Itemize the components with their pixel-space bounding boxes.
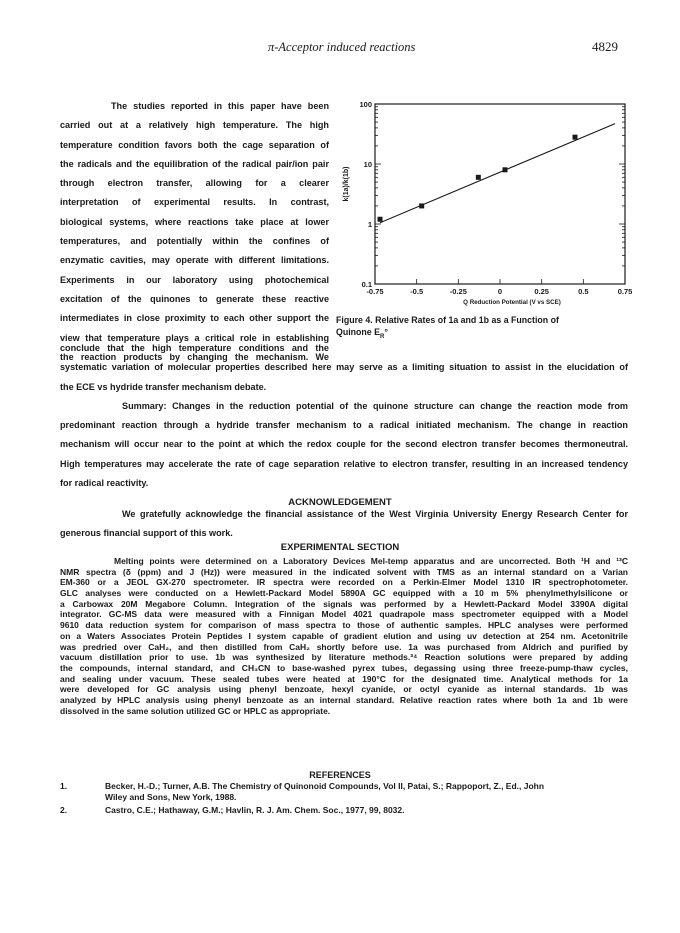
experimental-heading: EXPERIMENTAL SECTION [280, 542, 400, 553]
data-point [573, 135, 578, 140]
text-line: the radicals and the equilibration of the radical pair/ion pair [60, 158, 329, 169]
reference-number: 2. [60, 804, 68, 815]
full-width-text [60, 339, 628, 493]
reference-number: 1. [60, 781, 68, 791]
caption-subscript: R [380, 333, 385, 340]
text-line: generous financial support of this work. [60, 528, 233, 539]
text-line: dissolved in the same solution utilized GC or HPLC as appropriate. [60, 705, 331, 716]
text-line: vacuum distillation prior to use. 1b was synthesized by literature methods.³⁴ Reaction solutions were prepared by adding [60, 652, 628, 663]
text-line: Melting points were determined on a Laboratory Devices Mel-temp apparatus and are uncorrected. Both ¹H and ¹³C [114, 556, 628, 566]
text-line: through electron transfer, allowing for a clearer [60, 178, 329, 189]
text-line: intermediates in close proximity to each other support the [60, 313, 329, 324]
x-tick-label: 0.5 [578, 287, 589, 296]
text-line: EM-360 or a JEOL GX-270 spectrometer. IR spectra were recorded on a Perkin-Elmer Model 1310 IR spectrophotometer. [60, 577, 628, 588]
page-number: 4829 [592, 39, 618, 54]
text-line: NMR spectra (δ (ppm) and J (Hz)) were measured in the indicated solvent with TMS as an internal standard on a Varian [60, 566, 628, 577]
text-line: The studies reported in this paper have been [111, 101, 329, 111]
y-tick-label: 0.1 [361, 280, 372, 289]
data-point [503, 167, 508, 172]
text-line: were developed for GC analysis using phenyl benzoate, hexyl cyanide, or octyl cyanide as internal standards. 1b was [60, 684, 628, 695]
text-line: temperature condition favors both the cage separation of [60, 139, 329, 150]
text-line: the ECE vs hydride transfer mechanism debate. [60, 381, 267, 392]
x-axis-label: Q Reduction Potential (V vs SCE) [463, 299, 561, 306]
text-line: High temperatures may accelerate the rate of cage separation relative to electron transfer, resulting in an increased tendency [60, 458, 628, 469]
x-tick-label: 0 [497, 287, 503, 296]
x-tick-label: -0.5 [410, 287, 424, 296]
reference-text: Becker, H.-D.; Turner, A.B. The Chemistry of Quinonoid Compounds, Vol II, Patai, S.; Rappoport, Z., Ed., John [105, 781, 545, 791]
references-list [60, 781, 628, 817]
y-axis-label: k(1a)/k(1b) [343, 166, 350, 202]
text-line: enzymatic cavities, may operate with different limitations. [60, 255, 329, 266]
text-line: and sealing under vacuum. These sealed tubes were heated at 190°C for the designated time. Analytical methods for 1a [60, 673, 628, 684]
y-tick-label: 100 [359, 100, 372, 109]
figure-caption [336, 314, 626, 343]
text-line: analyzed by HPLC analysis using phenyl benzoate as an internal standard. Relative reaction rates where both 1a and 1b were [60, 694, 628, 705]
running-head [0, 40, 680, 56]
text-line: temperatures, and potentially within the confines of [60, 236, 329, 247]
experimental-text [60, 556, 628, 716]
text-line: We gratefully acknowledge the financial assistance of the West Virginia University Energy Research Center for [122, 509, 628, 519]
reference-text: Wiley and Sons, New York, 1988. [105, 791, 237, 802]
text-line: was predried over CaH₂, and then distilled from CaH₂ shortly before use. 1a was purchased from Aldrich and purified by [60, 641, 628, 652]
acknowledgement-heading: ACKNOWLEDGEMENT [288, 497, 392, 508]
x-tick-label: -0.25 [449, 287, 467, 296]
data-point [419, 203, 424, 208]
text-line: excitation of the quinones to generate these reactive [60, 293, 329, 304]
text-line: carried out at a relatively high temperature. The high [60, 120, 329, 131]
data-point [378, 217, 383, 222]
text-line: integrator. GC-MS data were measured with a Finnigan Model 4021 quadrapole mass spectrometer equipped with a Model [60, 609, 628, 620]
acknowledgement-text [60, 505, 628, 544]
running-title: π-Acceptor induced reactions [268, 40, 416, 54]
caption-text: Quinone E [336, 327, 380, 337]
text-line: a Carbowax 20M Megabore Column. Integration of the signals was performed by a Hewlett-Packard Model 3390A digital [60, 598, 628, 609]
text-line: on a Waters Associates Protein Peptides I system capable of gradient elution and using uv detection at 254 nm. Acetonitrile [60, 630, 628, 641]
reference-item [60, 805, 628, 816]
y-tick-label: 10 [363, 160, 372, 169]
reference-item [60, 781, 628, 803]
caption-line: Figure 4. Relative Rates of 1a and 1b as a Function of [336, 315, 559, 325]
text-line: mechanism will occur near to the point at which the redox couple for the second electron transfer becomes thermoneutral. [60, 439, 628, 450]
text-line: conclude that the high temperature conditions and the [60, 343, 329, 353]
x-tick-label: 0.75 [617, 287, 633, 296]
text-line: GLC analyses were conducted on a Hewlett-Packard Model 5890A GC equipped with a 10 m 5% phenylmethylsilicone or [60, 588, 628, 599]
x-tick-label: -0.75 [366, 287, 384, 296]
text-line: biological systems, where reactions take place at lower [60, 216, 329, 227]
text-line: predominant reaction through a hydride transfer mechanism to a radical initiated mechanism. The change in reaction [60, 420, 628, 431]
text-line: 9610 data reduction system for comparison of mass spectra to those of authentic samples. HPLC analyses were performed [60, 620, 628, 631]
text-line: for radical reactivity. [60, 478, 149, 489]
rate-chart [335, 94, 633, 314]
left-column-text [60, 97, 329, 367]
caption-degree: ° [384, 327, 388, 337]
text-line: the compounds, internal standard, and CH₃CN to base-washed pyrex tubes, degassing using three freeze-pump-thaw cycles, [60, 662, 628, 673]
plot-frame [375, 104, 625, 284]
caption-line [336, 326, 626, 343]
text-line: systematic variation of molecular properties described here may serve as a limiting situation to assist in the elucidation of [60, 362, 628, 373]
text-line: Experiments in our laboratory using photochemical [60, 274, 329, 285]
fit-line [380, 124, 615, 223]
references-heading: REFERENCES [309, 770, 371, 780]
text-line: the reaction products by changing the mechanism. We [60, 351, 329, 362]
data-point [476, 175, 481, 180]
text-line: view that temperature plays a critical role in establishing [60, 332, 329, 343]
summary-line: Summary: Changes in the reduction potential of the quinone structure can change the reaction mode from [122, 400, 628, 411]
y-tick-label: 1 [367, 220, 372, 229]
x-tick-label: 0.25 [534, 287, 549, 296]
text-line: interpretation of experimental results. In contrast, [60, 197, 329, 208]
reference-text: Castro, C.E.; Hathaway, G.M.; Havlin, R. J. Am. Chem. Soc., 1977, 99, 8032. [105, 804, 405, 815]
